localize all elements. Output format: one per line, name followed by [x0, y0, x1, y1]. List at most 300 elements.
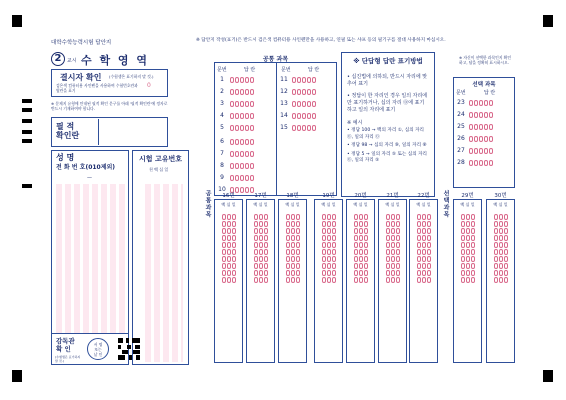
bubble[interactable]	[417, 270, 421, 276]
bubble[interactable]	[327, 214, 331, 220]
bubble[interactable]	[259, 242, 263, 248]
bubble[interactable]	[396, 256, 400, 262]
bubble[interactable]	[461, 263, 465, 269]
bubble[interactable]	[484, 100, 488, 106]
bubble[interactable]	[427, 242, 431, 248]
bubble[interactable]	[222, 249, 226, 255]
bubble[interactable]	[307, 125, 311, 131]
bubble[interactable]	[417, 228, 421, 234]
bubble[interactable]	[307, 113, 311, 119]
bubble[interactable]	[504, 221, 508, 227]
bubble[interactable]	[466, 270, 470, 276]
bubble[interactable]	[391, 249, 395, 255]
answer-row[interactable]	[277, 87, 337, 96]
bubble[interactable]	[286, 235, 290, 241]
bubble[interactable]	[396, 277, 400, 283]
answer-row[interactable]	[454, 158, 514, 167]
bubble[interactable]	[469, 124, 473, 130]
bubble[interactable]	[396, 221, 400, 227]
bubble[interactable]	[302, 101, 306, 107]
bubble[interactable]	[292, 125, 296, 131]
bubble[interactable]	[322, 214, 326, 220]
bubble[interactable]	[494, 228, 498, 234]
bubble[interactable]	[466, 214, 470, 220]
bubble[interactable]	[396, 249, 400, 255]
bubble[interactable]	[422, 256, 426, 262]
bubble[interactable]	[302, 125, 306, 131]
bubble[interactable]	[417, 214, 421, 220]
bubble[interactable]	[232, 263, 236, 269]
bubble[interactable]	[494, 270, 498, 276]
bubble[interactable]	[327, 263, 331, 269]
bubble[interactable]	[427, 256, 431, 262]
bubble[interactable]	[240, 113, 244, 119]
bubble[interactable]	[292, 77, 296, 83]
digit-bubble-grid[interactable]	[487, 211, 514, 283]
bubble[interactable]	[291, 256, 295, 262]
bubble[interactable]	[489, 148, 493, 154]
bubble[interactable]	[250, 175, 254, 181]
bubble[interactable]	[494, 235, 498, 241]
bubble[interactable]	[494, 256, 498, 262]
bubble[interactable]	[322, 277, 326, 283]
bubble[interactable]	[364, 228, 368, 234]
bubble[interactable]	[235, 175, 239, 181]
bubble[interactable]	[359, 277, 363, 283]
bubble[interactable]	[327, 277, 331, 283]
bubble[interactable]	[461, 256, 465, 262]
bubble[interactable]	[364, 249, 368, 255]
bubble[interactable]	[471, 277, 475, 283]
bubble[interactable]	[364, 235, 368, 241]
bubble[interactable]	[494, 214, 498, 220]
bubble[interactable]	[222, 214, 226, 220]
supervisor-seal[interactable]	[87, 338, 109, 360]
bubble[interactable]	[469, 136, 473, 142]
bubble[interactable]	[286, 249, 290, 255]
short-answer-22[interactable]	[409, 193, 438, 363]
bubble[interactable]	[499, 221, 503, 227]
bubble[interactable]	[359, 249, 363, 255]
bubble[interactable]	[264, 270, 268, 276]
bubble[interactable]	[354, 249, 358, 255]
bubble[interactable]	[422, 221, 426, 227]
bubble[interactable]	[264, 263, 268, 269]
digit-bubble-grid[interactable]	[347, 211, 374, 283]
bubble[interactable]	[291, 249, 295, 255]
bubble[interactable]	[250, 151, 254, 157]
bubble[interactable]	[312, 125, 316, 131]
bubble[interactable]	[292, 89, 296, 95]
bubble[interactable]	[302, 89, 306, 95]
bubble[interactable]	[240, 175, 244, 181]
bubble[interactable]	[427, 270, 431, 276]
bubble[interactable]	[322, 221, 326, 227]
bubble[interactable]	[504, 228, 508, 234]
answer-row[interactable]	[277, 99, 337, 108]
bubble[interactable]	[354, 270, 358, 276]
bubble[interactable]	[227, 214, 231, 220]
bubble[interactable]	[466, 221, 470, 227]
bubble[interactable]	[296, 270, 300, 276]
bubble[interactable]	[396, 263, 400, 269]
bubble[interactable]	[417, 277, 421, 283]
bubble[interactable]	[254, 214, 258, 220]
bubble[interactable]	[232, 235, 236, 241]
bubble[interactable]	[232, 221, 236, 227]
bubble[interactable]	[235, 163, 239, 169]
bubble[interactable]	[227, 256, 231, 262]
bubble[interactable]	[259, 221, 263, 227]
digit-bubble-grid[interactable]	[279, 211, 306, 283]
bubble[interactable]	[296, 277, 300, 283]
bubble[interactable]	[254, 221, 258, 227]
bubble[interactable]	[327, 235, 331, 241]
bubble[interactable]	[264, 214, 268, 220]
bubble[interactable]	[232, 214, 236, 220]
bubble[interactable]	[484, 136, 488, 142]
bubble[interactable]	[259, 263, 263, 269]
bubble[interactable]	[461, 228, 465, 234]
bubble[interactable]	[296, 221, 300, 227]
bubble[interactable]	[250, 113, 254, 119]
bubble[interactable]	[245, 125, 249, 131]
bubble[interactable]	[332, 263, 336, 269]
short-answer-17[interactable]	[246, 193, 275, 363]
bubble[interactable]	[222, 263, 226, 269]
answer-row[interactable]	[215, 173, 276, 182]
bubble[interactable]	[354, 228, 358, 234]
bubble[interactable]	[254, 277, 258, 283]
bubble[interactable]	[489, 124, 493, 130]
bubble[interactable]	[222, 270, 226, 276]
bubble[interactable]	[504, 256, 508, 262]
bubble[interactable]	[391, 242, 395, 248]
bubble[interactable]	[474, 148, 478, 154]
bubble[interactable]	[427, 228, 431, 234]
bubble[interactable]	[245, 89, 249, 95]
bubble[interactable]	[469, 112, 473, 118]
digit-bubble-grid[interactable]	[315, 211, 342, 283]
bubble[interactable]	[396, 242, 400, 248]
bubble[interactable]	[264, 221, 268, 227]
bubble[interactable]	[332, 249, 336, 255]
bubble[interactable]	[232, 277, 236, 283]
bubble[interactable]	[359, 256, 363, 262]
answer-row[interactable]	[215, 137, 276, 146]
bubble[interactable]	[227, 277, 231, 283]
bubble[interactable]	[259, 214, 263, 220]
bubble[interactable]	[417, 256, 421, 262]
bubble[interactable]	[427, 235, 431, 241]
bubble[interactable]	[264, 235, 268, 241]
bubble[interactable]	[461, 249, 465, 255]
bubble[interactable]	[297, 101, 301, 107]
bubble[interactable]	[245, 163, 249, 169]
bubble[interactable]	[240, 101, 244, 107]
bubble[interactable]	[227, 249, 231, 255]
bubble[interactable]	[427, 214, 431, 220]
bubble[interactable]	[504, 263, 508, 269]
bubble[interactable]	[292, 101, 296, 107]
bubble[interactable]	[259, 270, 263, 276]
bubble[interactable]	[312, 77, 316, 83]
bubble[interactable]	[479, 112, 483, 118]
bubble[interactable]	[466, 235, 470, 241]
bubble[interactable]	[422, 277, 426, 283]
bubble[interactable]	[474, 124, 478, 130]
bubble[interactable]	[227, 228, 231, 234]
bubble[interactable]	[391, 270, 395, 276]
bubble[interactable]	[386, 277, 390, 283]
bubble[interactable]	[307, 89, 311, 95]
bubble[interactable]	[417, 221, 421, 227]
bubble[interactable]	[297, 89, 301, 95]
bubble[interactable]	[417, 249, 421, 255]
bubble[interactable]	[422, 228, 426, 234]
bubble[interactable]	[254, 263, 258, 269]
bubble[interactable]	[322, 270, 326, 276]
bubble[interactable]	[254, 256, 258, 262]
bubble[interactable]	[479, 160, 483, 166]
bubble[interactable]	[417, 242, 421, 248]
bubble[interactable]	[391, 256, 395, 262]
bubble[interactable]	[386, 270, 390, 276]
bubble[interactable]	[471, 249, 475, 255]
bubble[interactable]	[235, 113, 239, 119]
bubble[interactable]	[327, 249, 331, 255]
bubble[interactable]	[422, 235, 426, 241]
bubble[interactable]	[286, 256, 290, 262]
bubble[interactable]	[235, 125, 239, 131]
bubble[interactable]	[479, 124, 483, 130]
bubble[interactable]	[307, 101, 311, 107]
bubble[interactable]	[296, 256, 300, 262]
bubble[interactable]	[232, 242, 236, 248]
bubble[interactable]	[332, 270, 336, 276]
bubble[interactable]	[222, 221, 226, 227]
bubble[interactable]	[222, 256, 226, 262]
bubble[interactable]	[386, 214, 390, 220]
bubble[interactable]	[230, 101, 234, 107]
bubble[interactable]	[259, 277, 263, 283]
bubble[interactable]	[240, 163, 244, 169]
bubble[interactable]	[264, 228, 268, 234]
bubble[interactable]	[396, 235, 400, 241]
bubble[interactable]	[264, 277, 268, 283]
bubble[interactable]	[250, 89, 254, 95]
bubble[interactable]	[461, 214, 465, 220]
bubble[interactable]	[312, 101, 316, 107]
bubble[interactable]	[466, 242, 470, 248]
bubble[interactable]	[250, 163, 254, 169]
bubble[interactable]	[332, 235, 336, 241]
bubble[interactable]	[222, 235, 226, 241]
bubble[interactable]	[354, 214, 358, 220]
bubble[interactable]	[332, 256, 336, 262]
bubble[interactable]	[422, 242, 426, 248]
bubble[interactable]	[479, 136, 483, 142]
bubble[interactable]	[499, 277, 503, 283]
bubble[interactable]	[422, 263, 426, 269]
bubble[interactable]	[254, 270, 258, 276]
bubble[interactable]	[364, 256, 368, 262]
bubble[interactable]	[469, 160, 473, 166]
bubble[interactable]	[322, 249, 326, 255]
bubble[interactable]	[291, 263, 295, 269]
bubble[interactable]	[327, 256, 331, 262]
bubble[interactable]	[391, 221, 395, 227]
bubble[interactable]	[386, 221, 390, 227]
bubble[interactable]	[484, 148, 488, 154]
answer-row[interactable]	[277, 75, 337, 84]
bubble[interactable]	[302, 77, 306, 83]
bubble[interactable]	[297, 125, 301, 131]
bubble[interactable]	[466, 249, 470, 255]
bubble[interactable]	[427, 263, 431, 269]
bubble[interactable]	[245, 77, 249, 83]
bubble[interactable]	[322, 242, 326, 248]
bubble[interactable]	[240, 77, 244, 83]
bubble[interactable]	[245, 101, 249, 107]
bubble[interactable]	[499, 235, 503, 241]
bubble[interactable]	[327, 242, 331, 248]
bubble[interactable]	[286, 270, 290, 276]
bubble[interactable]	[254, 228, 258, 234]
answer-row[interactable]	[215, 161, 276, 170]
bubble[interactable]	[364, 263, 368, 269]
answer-row[interactable]	[215, 87, 276, 96]
short-answer-30[interactable]	[486, 193, 515, 363]
bubble[interactable]	[499, 249, 503, 255]
answer-row[interactable]	[215, 123, 276, 132]
bubble[interactable]	[466, 277, 470, 283]
bubble[interactable]	[364, 277, 368, 283]
bubble[interactable]	[235, 139, 239, 145]
bubble[interactable]	[504, 249, 508, 255]
bubble[interactable]	[489, 136, 493, 142]
answer-row[interactable]	[277, 111, 337, 120]
bubble[interactable]	[359, 235, 363, 241]
bubble[interactable]	[250, 139, 254, 145]
bubble[interactable]	[504, 242, 508, 248]
bubble[interactable]	[240, 125, 244, 131]
short-answer-29[interactable]	[453, 193, 482, 363]
bubble[interactable]	[222, 228, 226, 234]
bubble[interactable]	[427, 221, 431, 227]
bubble[interactable]	[232, 270, 236, 276]
bubble[interactable]	[471, 235, 475, 241]
bubble[interactable]	[396, 214, 400, 220]
answer-row[interactable]	[454, 98, 514, 107]
bubble[interactable]	[232, 256, 236, 262]
bubble[interactable]	[471, 242, 475, 248]
bubble[interactable]	[466, 228, 470, 234]
bubble[interactable]	[230, 113, 234, 119]
bubble[interactable]	[250, 125, 254, 131]
bubble[interactable]	[322, 263, 326, 269]
bubble[interactable]	[386, 256, 390, 262]
bubble[interactable]	[469, 148, 473, 154]
bubble[interactable]	[504, 214, 508, 220]
bubble[interactable]	[359, 221, 363, 227]
bubble[interactable]	[499, 214, 503, 220]
bubble[interactable]	[286, 228, 290, 234]
bubble[interactable]	[499, 256, 503, 262]
bubble[interactable]	[291, 228, 295, 234]
bubble[interactable]	[499, 242, 503, 248]
bubble[interactable]	[230, 125, 234, 131]
bubble[interactable]	[396, 270, 400, 276]
bubble[interactable]	[391, 263, 395, 269]
bubble[interactable]	[427, 249, 431, 255]
bubble[interactable]	[230, 151, 234, 157]
name-field[interactable]	[88, 152, 128, 161]
bubble[interactable]	[291, 221, 295, 227]
bubble[interactable]	[254, 242, 258, 248]
bubble[interactable]	[471, 270, 475, 276]
bubble[interactable]	[386, 235, 390, 241]
bubble[interactable]	[235, 77, 239, 83]
bubble[interactable]	[230, 139, 234, 145]
bubble[interactable]	[471, 214, 475, 220]
bubble[interactable]	[461, 221, 465, 227]
bubble[interactable]	[227, 235, 231, 241]
bubble[interactable]	[286, 263, 290, 269]
bubble[interactable]	[484, 160, 488, 166]
bubble[interactable]	[422, 214, 426, 220]
bubble[interactable]	[235, 101, 239, 107]
bubble[interactable]	[296, 249, 300, 255]
digit-bubble-grid[interactable]	[215, 211, 242, 283]
bubble[interactable]	[364, 221, 368, 227]
bubble[interactable]	[297, 113, 301, 119]
bubble[interactable]	[386, 249, 390, 255]
bubble[interactable]	[259, 228, 263, 234]
bubble[interactable]	[359, 214, 363, 220]
digit-bubble-grid[interactable]	[410, 211, 437, 283]
bubble[interactable]	[240, 139, 244, 145]
bubble[interactable]	[291, 235, 295, 241]
bubble[interactable]	[427, 277, 431, 283]
bubble[interactable]	[291, 270, 295, 276]
bubble[interactable]	[296, 242, 300, 248]
bubble[interactable]	[230, 175, 234, 181]
bubble[interactable]	[471, 256, 475, 262]
bubble[interactable]	[391, 235, 395, 241]
bubble[interactable]	[259, 249, 263, 255]
answer-row[interactable]	[215, 111, 276, 120]
bubble[interactable]	[386, 242, 390, 248]
bubble[interactable]	[302, 113, 306, 119]
answer-row[interactable]	[277, 123, 337, 132]
bubble[interactable]	[297, 77, 301, 83]
bubble[interactable]	[466, 263, 470, 269]
bubble[interactable]	[332, 277, 336, 283]
exam-id-bubble-grid[interactable]	[145, 184, 183, 362]
bubble[interactable]	[286, 277, 290, 283]
bubble[interactable]	[359, 263, 363, 269]
bubble[interactable]	[354, 242, 358, 248]
bubble[interactable]	[484, 124, 488, 130]
bubble[interactable]	[327, 228, 331, 234]
bubble[interactable]	[227, 270, 231, 276]
bubble[interactable]	[391, 277, 395, 283]
bubble[interactable]	[359, 270, 363, 276]
bubble[interactable]	[354, 221, 358, 227]
bubble[interactable]	[245, 139, 249, 145]
bubble[interactable]	[291, 277, 295, 283]
